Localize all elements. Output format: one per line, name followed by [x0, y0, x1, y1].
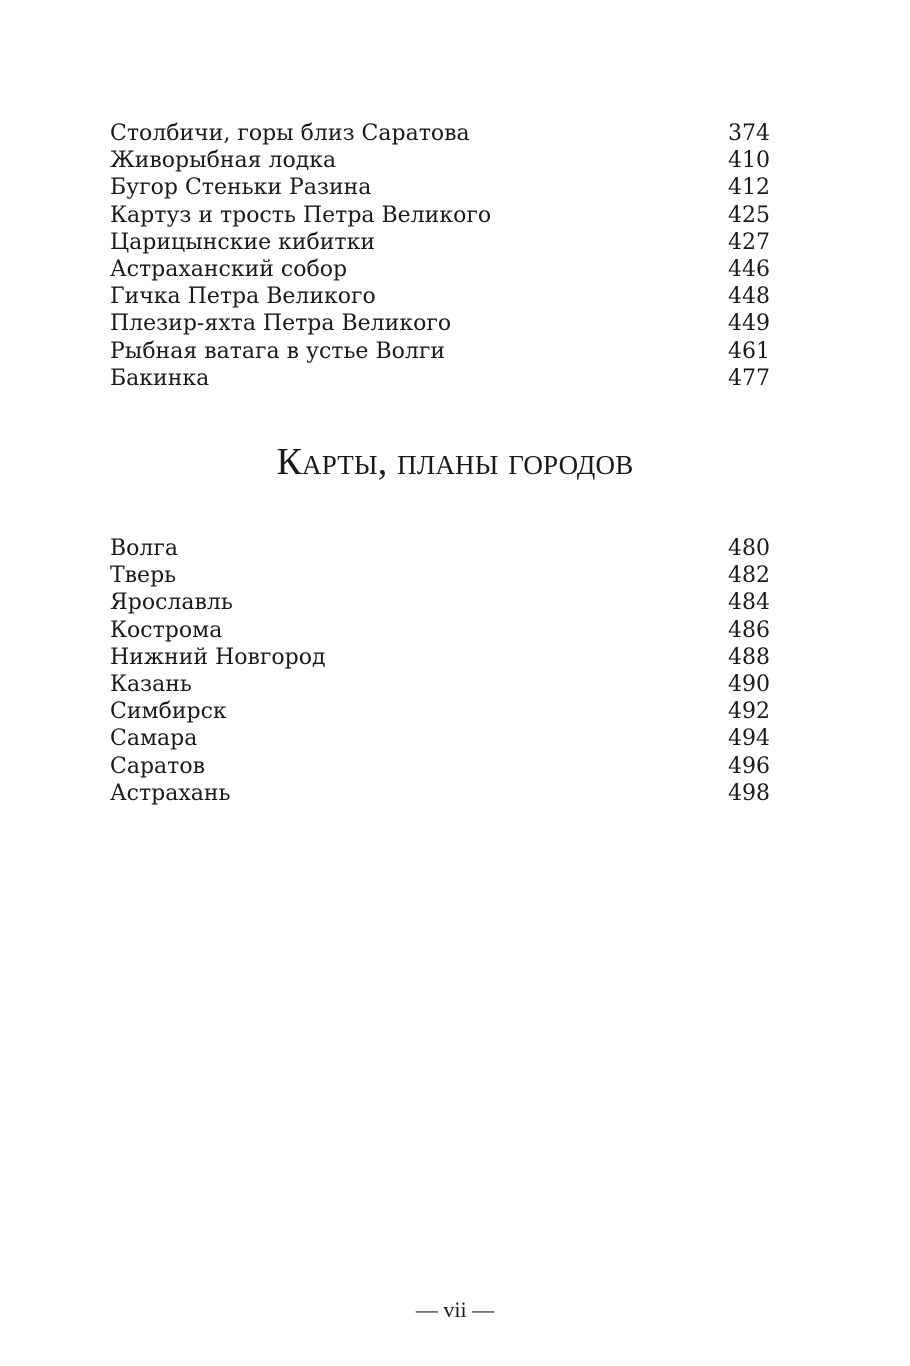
toc-entry-page: 484	[728, 590, 770, 616]
toc-entry	[110, 617, 770, 644]
toc-entry-page: 496	[728, 753, 770, 779]
toc-entry-title: Ярославль	[110, 590, 233, 616]
toc-entry-title: Картуз и трость Петра Великого	[110, 202, 492, 228]
toc-entry-title: Гичка Петра Великого	[110, 284, 376, 310]
toc-entry-title: Волга	[110, 536, 179, 561]
toc-entry	[110, 644, 770, 671]
toc-entry-title: Самара	[110, 726, 198, 752]
toc-entry	[110, 780, 770, 807]
toc-entry-title: Астраханский собор	[110, 256, 348, 282]
toc-entry-title: Тверь	[110, 563, 177, 589]
toc-entry-title: Казань	[110, 671, 192, 697]
toc-entry-page: 449	[728, 311, 770, 337]
toc-entry	[110, 256, 770, 283]
maps-section-heading: Карты, планы городов	[276, 441, 634, 483]
toc-entry	[110, 365, 770, 392]
toc-entry	[110, 562, 770, 589]
toc-entry	[110, 202, 770, 229]
toc-entry-page: 461	[728, 338, 770, 364]
toc-entry	[110, 338, 770, 365]
toc-entry-page: 374	[728, 121, 770, 146]
toc-entry	[110, 725, 770, 752]
toc-entry-page: 412	[728, 175, 770, 201]
toc-entry	[110, 120, 770, 147]
toc-entry-title: Нижний Новгород	[110, 644, 326, 670]
maps-list	[110, 535, 770, 807]
toc-entry-page: 448	[728, 284, 770, 310]
toc-entry-page: 488	[728, 644, 770, 670]
toc-entry-title: Живорыбная лодка	[110, 148, 337, 174]
toc-entry	[110, 698, 770, 725]
toc-entry-title: Плезир-яхта Петра Великого	[110, 311, 452, 337]
toc-entry-page: 410	[728, 148, 770, 174]
toc-entry-title: Саратов	[110, 753, 205, 779]
toc-entry-page: 480	[728, 536, 770, 561]
toc-entry-title: Симбирск	[110, 699, 227, 725]
toc-entry-title: Царицынские кибитки	[110, 229, 376, 255]
toc-entry-page: 477	[728, 365, 770, 391]
toc-entry	[110, 310, 770, 337]
toc-entry-page: 482	[728, 563, 770, 589]
toc-entry	[110, 589, 770, 616]
toc-entry	[110, 671, 770, 698]
toc-entry-page: 446	[728, 256, 770, 282]
page-number: — vii —	[415, 1297, 495, 1322]
toc-entry-title: Бугор Стеньки Разина	[110, 175, 372, 201]
toc-entry-title: Астрахань	[110, 780, 231, 806]
toc-entry-title: Рыбная ватага в устье Волги	[110, 338, 446, 364]
toc-entry	[110, 753, 770, 780]
toc-entry-page: 492	[728, 699, 770, 725]
toc-entry-page: 486	[728, 617, 770, 643]
toc-entry	[110, 535, 770, 562]
toc-entry-page: 427	[728, 229, 770, 255]
toc-entry-page: 425	[728, 202, 770, 228]
toc-entry-title: Столбичи, горы близ Саратова	[110, 121, 470, 146]
toc-entry	[110, 147, 770, 174]
toc-entry-page: 498	[728, 780, 770, 806]
toc-entry	[110, 283, 770, 310]
illustrations-list	[110, 120, 770, 392]
toc-entry-title: Бакинка	[110, 365, 210, 391]
toc-entry-page: 494	[728, 726, 770, 752]
toc-entry	[110, 174, 770, 201]
toc-entry-title: Кострома	[110, 617, 223, 643]
toc-entry	[110, 229, 770, 256]
toc-entry-page: 490	[728, 671, 770, 697]
